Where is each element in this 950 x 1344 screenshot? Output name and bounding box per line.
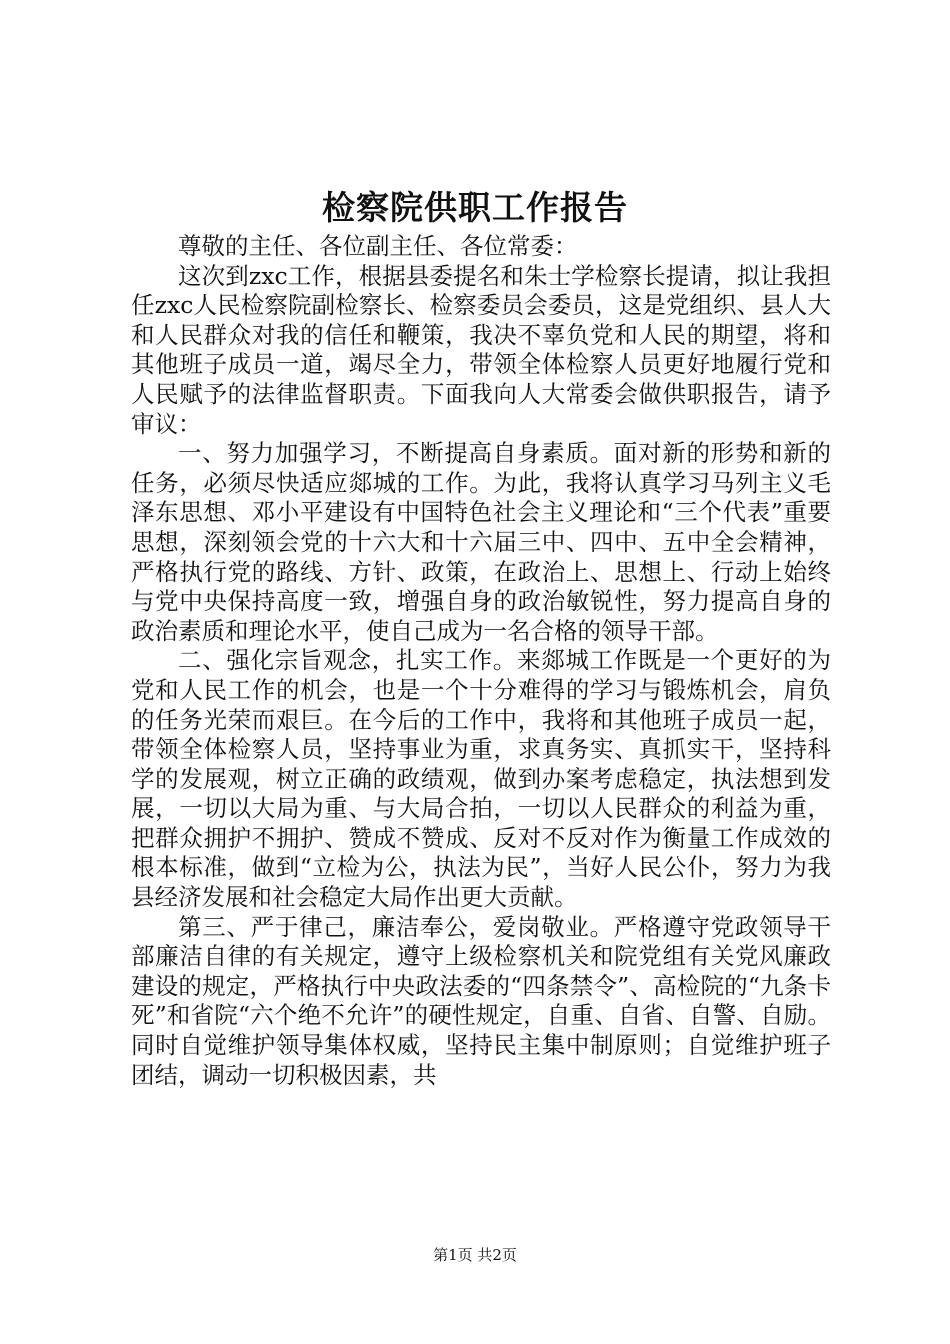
document-body bbox=[131, 232, 831, 1090]
document-title: 检察院供职工作报告 bbox=[322, 188, 628, 227]
section-one-paragraph: 一、努力加强学习，不断提高自身素质。面对新的形势和新的任务，必须尽快适应郯城的工作。为此，我将认真学习马列主义毛泽东思想、邓小平建设有中国特色社会主义理论和“三个代表”重要思想，深刻领会党的十六大和十六届三中、四中、五中全会精神，严格执行党的路线、方针、政策，在政治上、思想上、行动上始终与党中央保持高度一致，增强自身的政治敏锐性，努力提高自身的政治素质和理论水平，使自己成为一名合格的领导干部。 bbox=[131, 439, 831, 645]
salutation-paragraph: 尊敬的主任、各位副主任、各位常委： bbox=[178, 232, 578, 260]
section-three-paragraph: 第三、严于律己，廉洁奉公，爱岗敬业。严格遵守党政领导干部廉洁自律的有关规定，遵守上级检察机关和院党组有关党风廉政建设的规定，严格执行中央政法委的“四条禁令”、高检院的“九条卡死”和省院“六个绝不允许”的硬性规定，自重、自省、自警、自励。同时自觉维护领导集体权威，坚持民主集中制原则；自觉维护班子团结，调动一切积极因素，共 bbox=[131, 912, 831, 1089]
page-number-footer: 第1页 共2页 bbox=[433, 1246, 517, 1264]
section-two-paragraph: 二、强化宗旨观念，扎实工作。来郯城工作既是一个更好的为党和人民工作的机会，也是一个十分难得的学习与锻炼机会，肩负的任务光荣而艰巨。在今后的工作中，我将和其他班子成员一起，带领全体检察人员，坚持事业为重，求真务实、真抓实干，坚持科学的发展观，树立正确的政绩观，做到办案考虑稳定，执法想到发展，一切以大局为重、与大局合拍，一切以人民群众的利益为重，把群众拥护不拥护、赞成不赞成、反对不反对作为衡量工作成效的根本标准，做到“立检为公，执法为民”，当好人民公仆，努力为我县经济发展和社会稳定大局作出更大贡献。 bbox=[131, 646, 831, 912]
intro-paragraph: 这次到zxc工作，根据县委提名和朱士学检察长提请，拟让我担任zxc人民检察院副检察长、检察委员会委员，这是党组织、县人大和人民群众对我的信任和鞭策，我决不辜负党和人民的期望，将和其他班子成员一道，竭尽全力，带领全体检察人员更好地履行党和人民赋予的法律监督职责。下面我向人大常委会做供职报告，请予审议： bbox=[131, 261, 831, 438]
